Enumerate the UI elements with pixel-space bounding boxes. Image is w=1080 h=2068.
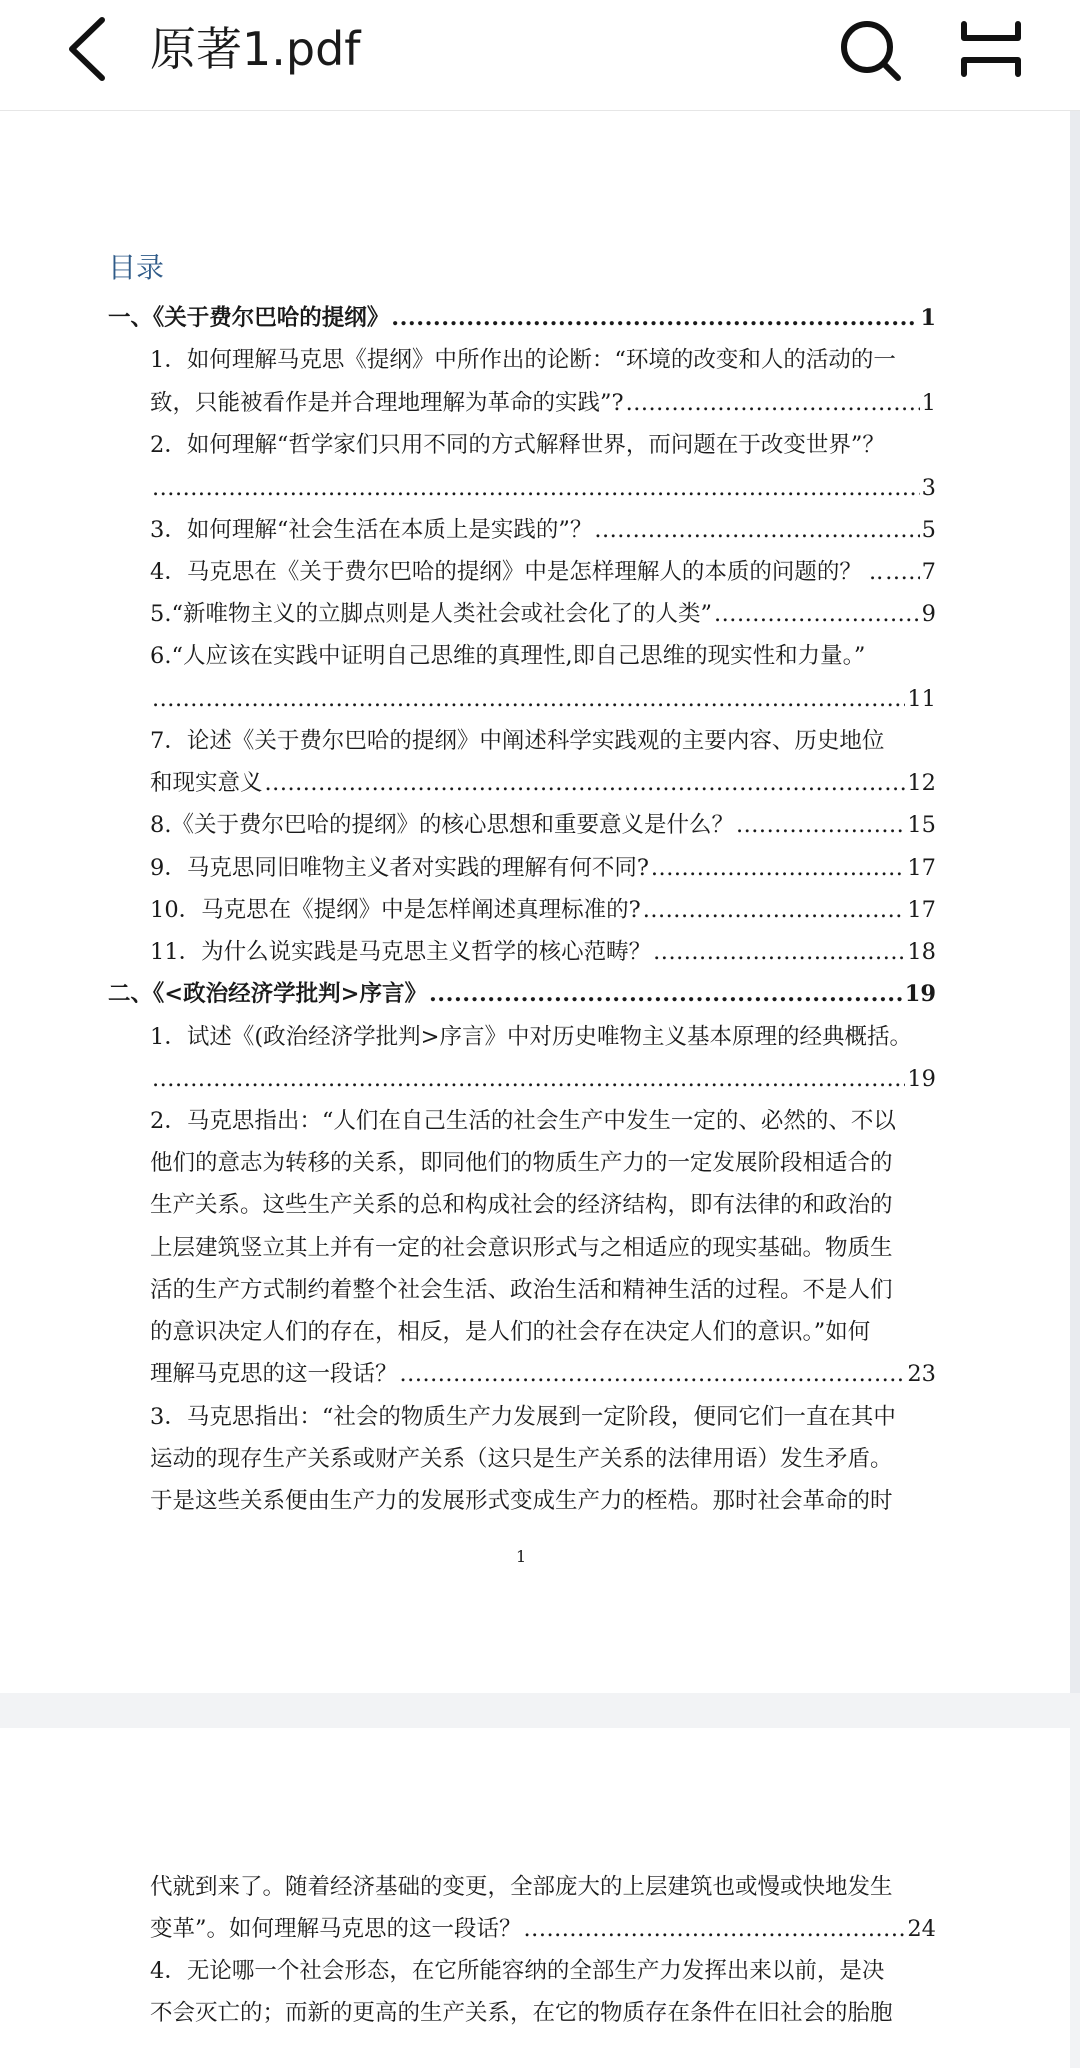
toc-leader-dots xyxy=(594,513,919,547)
toc-leader-dots xyxy=(736,808,905,842)
toc-leader-dots xyxy=(152,471,920,505)
toc-line[interactable] xyxy=(150,682,936,716)
toc-page-number: 1 xyxy=(920,305,936,331)
toc-heading: 目录 xyxy=(108,251,165,284)
toc-line[interactable] xyxy=(150,1357,936,1391)
toc-page-number: 7 xyxy=(921,559,936,585)
toc-leader-dots xyxy=(643,893,906,927)
toc-leader-dots xyxy=(885,555,919,589)
toc-line[interactable]: 2．如何理解“哲学家们只用不同的方式解释世界，而问题在于改变世界”？ xyxy=(150,432,885,458)
toc-page-number: 5 xyxy=(921,517,936,543)
toc-line[interactable]: 他们的意志为转移的关系，即同他们的物质生产力的一定发展阶段相适合的 xyxy=(150,1150,893,1176)
page-layout-icon[interactable] xyxy=(958,18,1024,80)
toc-page-number: 11 xyxy=(907,686,936,712)
toc-line[interactable]: 不会灭亡的；而新的更高的生产关系，在它的物质存在条件在旧社会的胎胞 xyxy=(150,2000,893,2026)
toc-page-number: 17 xyxy=(907,897,936,923)
toc-entry-text: 9．马克思同旧唯物主义者对实践的理解有何不同? xyxy=(150,855,649,881)
toc-line[interactable] xyxy=(150,893,936,927)
pdf-page-1 xyxy=(0,110,1070,1693)
toc-page-number: 12 xyxy=(907,770,936,796)
toc-line[interactable] xyxy=(150,555,936,589)
toc-page-number: 9 xyxy=(921,601,936,627)
toc-line[interactable]: 1．试述《(政治经济学批判>序言》中对历史唯物主义基本原理的经典概括。 xyxy=(150,1024,912,1050)
toc-entry-text: 变革”。如何理解马克思的这一段话？ xyxy=(150,1916,522,1942)
toc-line[interactable]: 3．马克思指出：“社会的物质生产力发展到一定阶段，便同它们一直在其中 xyxy=(150,1404,896,1430)
toc-leader-dots xyxy=(524,1912,906,1946)
toc-line[interactable] xyxy=(150,1062,936,1096)
toc-line[interactable]: 7．论述《关于费尔巴哈的提纲》中阐述科学实践观的主要内容、历史地位 xyxy=(150,728,885,754)
toc-leader-dots xyxy=(152,1062,905,1096)
toc-line[interactable] xyxy=(150,597,936,631)
toc-line[interactable]: 生产关系。这些生产关系的总和构成社会的经济结构，即有法律的和政治的 xyxy=(150,1192,893,1218)
toc-leader-dots xyxy=(651,851,905,885)
toc-entry-text: 3．如何理解“社会生活在本质上是实践的”？ xyxy=(150,517,593,543)
toc-entry-text: 一、《关于费尔巴哈的提纲》 xyxy=(108,305,390,331)
toc-line[interactable] xyxy=(150,386,936,420)
toc-leader-dots xyxy=(400,1357,906,1391)
toc-line[interactable] xyxy=(150,513,936,547)
document-title: 原著1.pdf xyxy=(150,22,361,76)
toc-line[interactable] xyxy=(150,1912,936,1946)
toc-line[interactable] xyxy=(150,766,936,800)
page-number: 1 xyxy=(516,1547,527,1566)
toc-leader-dots xyxy=(152,682,905,716)
toc-entry-text: 8.《关于费尔巴哈的提纲》的核心思想和重要意义是什么？ xyxy=(150,812,734,838)
top-app-bar xyxy=(0,0,1080,111)
toc-line[interactable]: 于是这些关系便由生产力的发展形式变成生产力的桎梏。那时社会革命的时 xyxy=(150,1488,893,1514)
toc-leader-dots xyxy=(653,935,905,969)
search-icon[interactable] xyxy=(838,18,904,84)
toc-page-number: 3 xyxy=(921,475,936,501)
toc-line[interactable]: 6.“人应该在实践中证明自己思维的真理性,即自己思维的现实性和力量。” xyxy=(150,643,866,669)
back-chevron-icon[interactable] xyxy=(60,14,120,84)
toc-line[interactable] xyxy=(108,301,936,335)
toc-line[interactable] xyxy=(150,935,936,969)
toc-line[interactable]: 运动的现存生产关系或财产关系（这只是生产关系的法律用语）发生矛盾。 xyxy=(150,1446,893,1472)
toc-page-number: 23 xyxy=(907,1361,936,1387)
toc-leader-dots xyxy=(391,301,918,335)
toc-leader-dots xyxy=(714,597,920,631)
toc-leader-dots xyxy=(429,977,903,1011)
toc-entry-text: 和现实意义 xyxy=(150,770,263,796)
toc-entry-text: 4．马克思在《关于费尔巴哈的提纲》中是怎样理解人的本质的问题的？ .. xyxy=(150,559,884,585)
toc-entry-text: 二、《<政治经济学批判>序言》 xyxy=(108,981,427,1007)
toc-line[interactable]: 2．马克思指出：“人们在自己生活的社会生产中发生一定的、必然的、不以 xyxy=(150,1108,896,1134)
pdf-page-2 xyxy=(0,1728,1070,2068)
toc-leader-dots xyxy=(626,386,920,420)
toc-line[interactable] xyxy=(108,977,936,1011)
toc-page-number: 15 xyxy=(907,812,936,838)
toc-line[interactable]: 4．无论哪一个社会形态，在它所能容纳的全部生产力发挥出来以前，是决 xyxy=(150,1958,885,1984)
toc-page-number: 18 xyxy=(907,939,936,965)
toc-entry-text: 11．为什么说实践是马克思主义哲学的核心范畴？ xyxy=(150,939,652,965)
toc-line[interactable] xyxy=(150,808,936,842)
toc-line[interactable]: 活的生产方式制约着整个社会生活、政治生活和精神生活的过程。不是人们 xyxy=(150,1277,893,1303)
toc-line[interactable] xyxy=(150,471,936,505)
toc-line[interactable]: 上层建筑竖立其上并有一定的社会意识形式与之相适应的现实基础。物质生 xyxy=(150,1235,893,1261)
toc-page-number: 19 xyxy=(907,1066,936,1092)
toc-page-number: 17 xyxy=(907,855,936,881)
toc-page-number: 19 xyxy=(904,981,936,1007)
toc-entry-text: 理解马克思的这一段话？ xyxy=(150,1361,398,1387)
toc-line[interactable]: 代就到来了。随着经济基础的变更，全部庞大的上层建筑也或慢或快地发生 xyxy=(150,1874,893,1900)
toc-leader-dots xyxy=(265,766,906,800)
toc-page-number: 1 xyxy=(921,390,936,416)
toc-entry-text: 5.“新唯物主义的立脚点则是人类社会或社会化了的人类” xyxy=(150,601,712,627)
toc-line[interactable]: 1．如何理解马克思《提纲》中所作出的论断：“环境的改变和人的活动的一 xyxy=(150,347,896,373)
toc-entry-text: 10．马克思在《提纲》中是怎样阐述真理标准的? xyxy=(150,897,641,923)
toc-line[interactable]: 的意识决定人们的存在，相反，是人们的社会存在决定人们的意识。”如何 xyxy=(150,1319,871,1345)
toc-line[interactable] xyxy=(150,851,936,885)
toc-page-number: 24 xyxy=(907,1916,936,1942)
toc-entry-text: 致，只能被看作是并合理地理解为革命的实践”? xyxy=(150,390,624,416)
scroll-edge xyxy=(1070,110,1080,1693)
